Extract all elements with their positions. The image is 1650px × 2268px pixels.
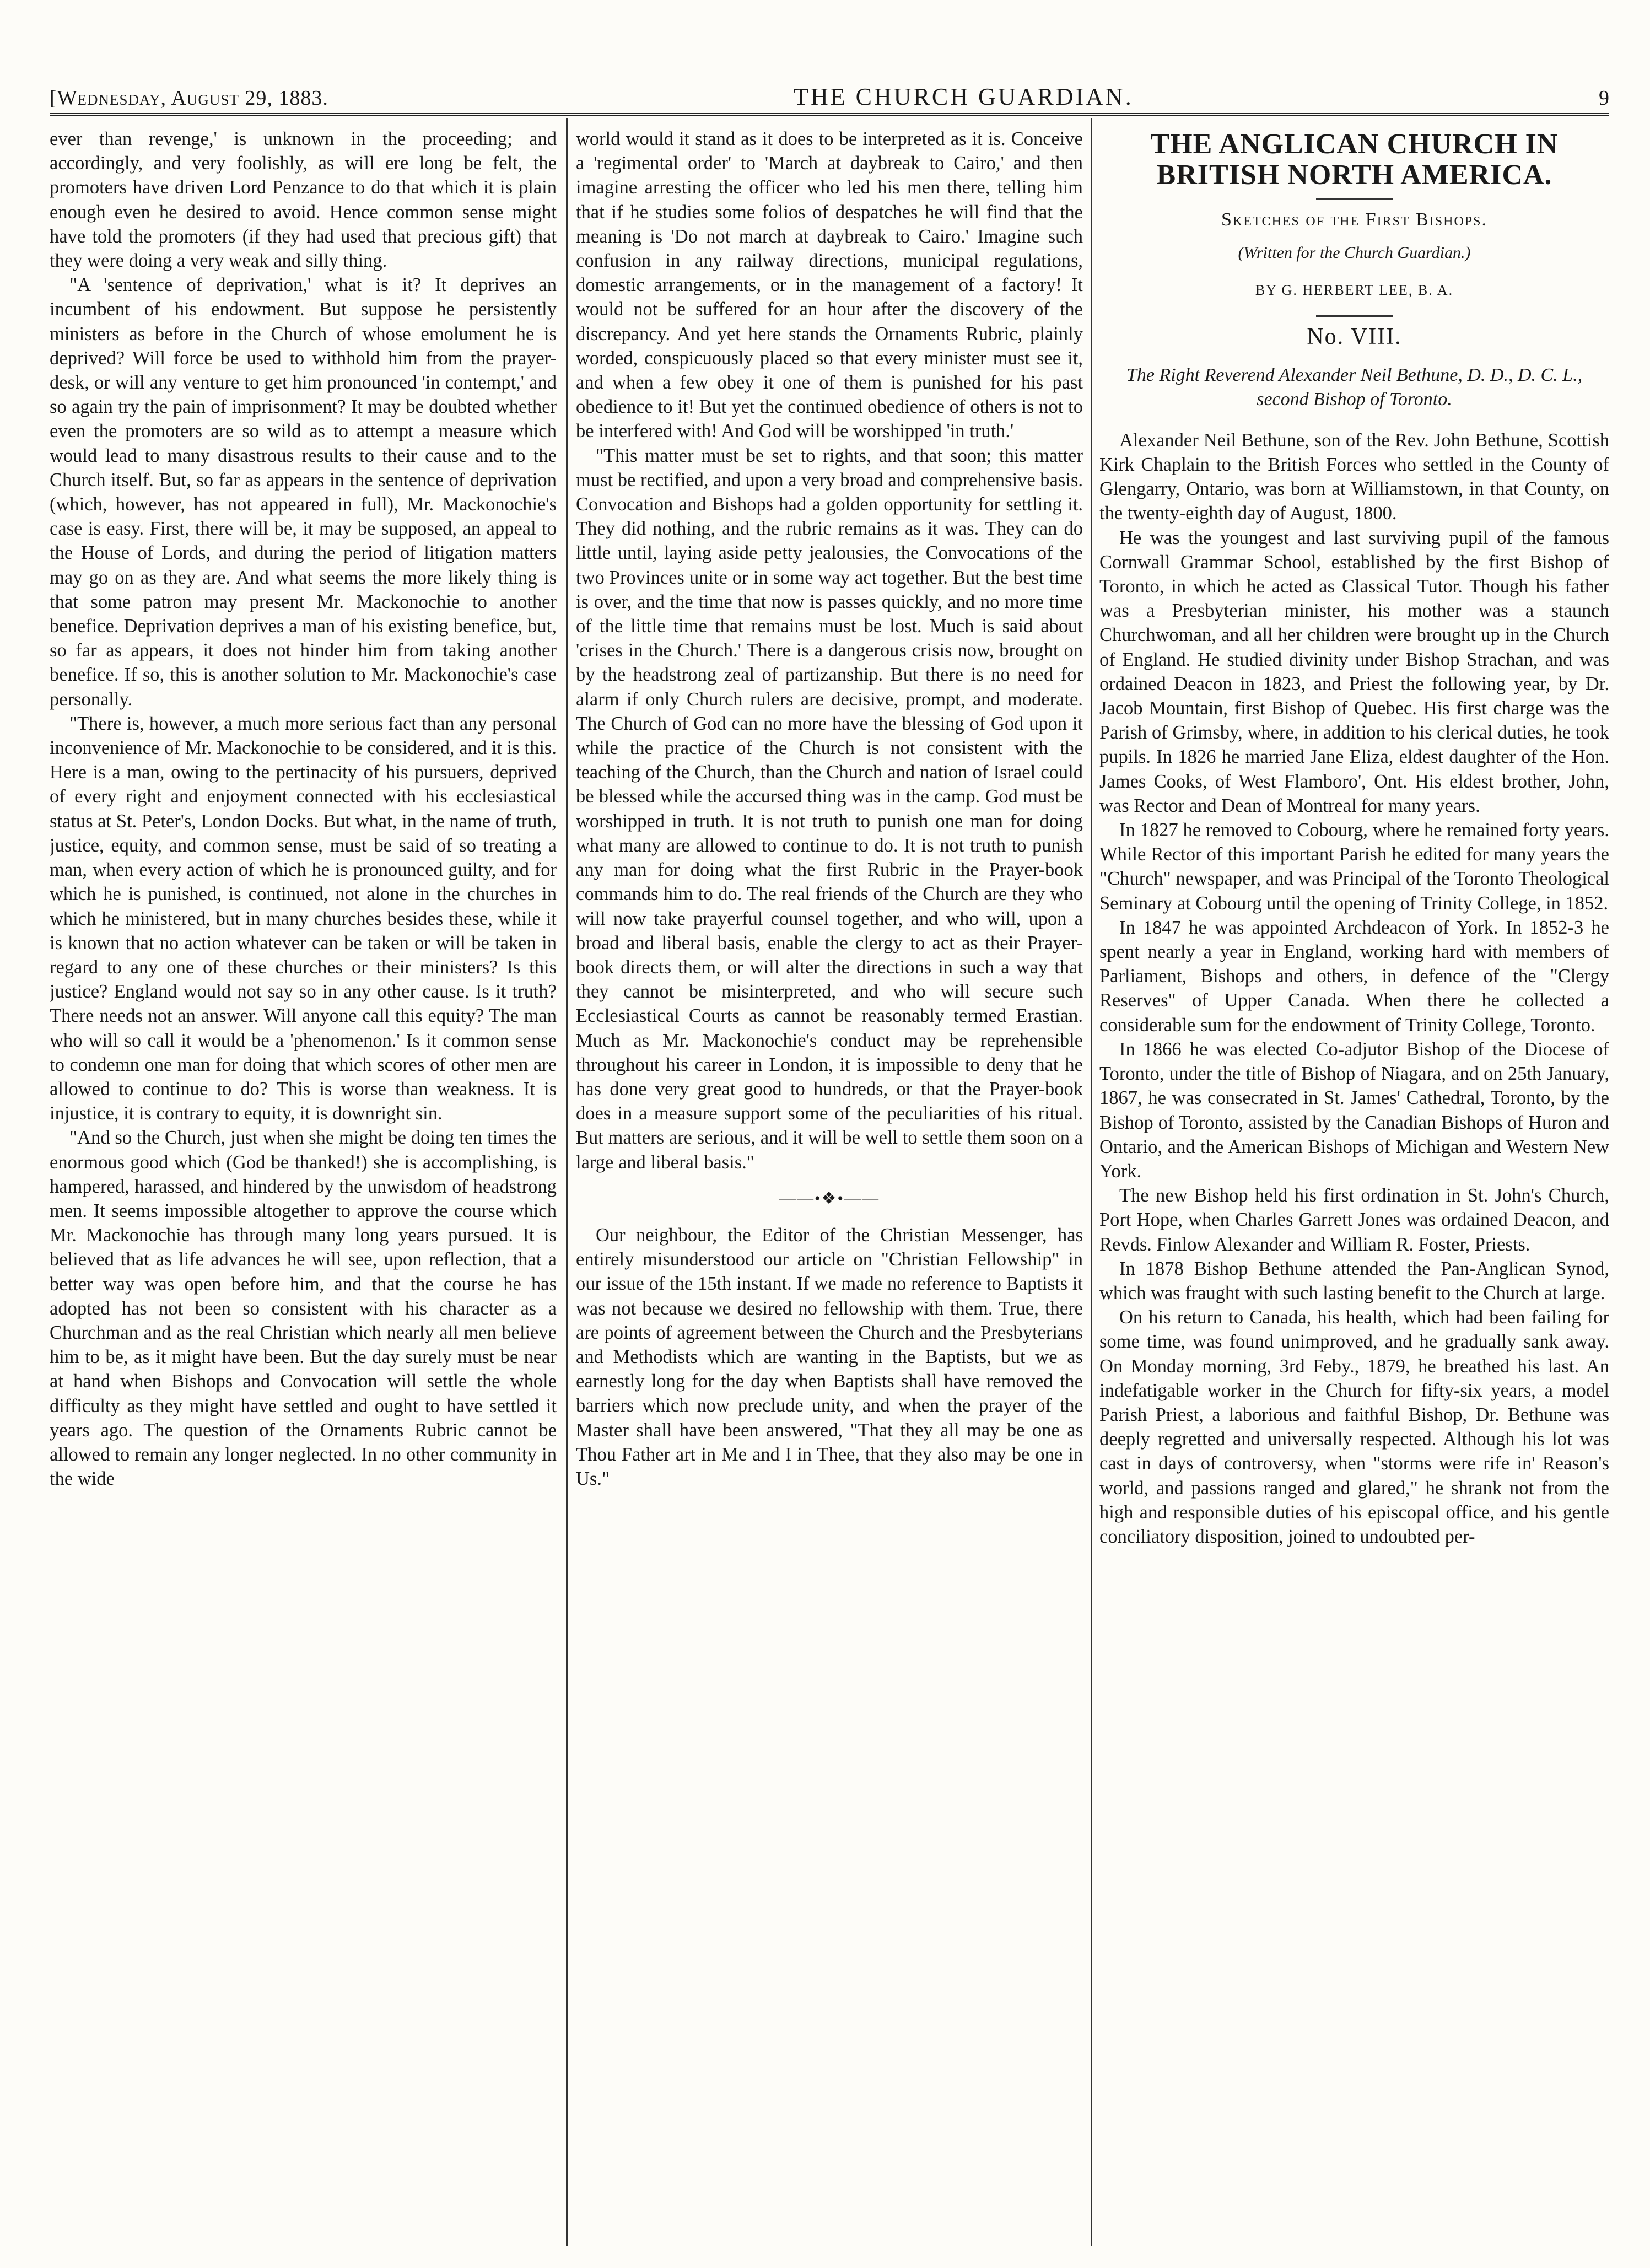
header-date: [Wednesday, August 29, 1883.: [50, 87, 328, 110]
article-number: No. VIII.: [1307, 324, 1402, 349]
article-paragraph: "And so the Church, just when she might be doing ten times the enormous good which (God be thanked!) she is accomplishing, is hampered, harassed, and hindered by the unwisdom of headstrong men. It seems impossible altogether to approve the course which Mr. Mackonochie has through many long years pursued. It is believed that as life advances he will see, upon reflection, that a better way was open before him, and that the course he has adopted has not been so consistent with his character as a Churchman and as the real Christian which nearly all men believe him to be, as it might have been. But the day surely must be near at hand when Bishops and Convocation will settle the whole difficulty as they might have settled and ought to have settled it years ago. The question of the Ornaments Rubric cannot be allowed to remain any longer neglected. In no other community in the wide: [50, 1127, 557, 1490]
section-subtitle: Sketches of the First Bishops.: [1221, 209, 1488, 230]
header-rule: [50, 113, 1609, 116]
article-paragraph: "This matter must be set to rights, and that soon; this matter must be rectified, and upon a very broad and comprehensive basis. Convocation and Bishops had a golden opportunity for settling it. They did nothing, and the rubric remains as it was. They can do little until, laying aside petty jealousies, the Convocations of the two Provinces unite or in some way act together. But the best time is over, and the time that now is passes quickly, and no more time of the little time that remains must be lost. Much is said about 'crises in the Church.' There is a dangerous crisis now, brought on by the headstrong zeal of partizanship. But there is no need for alarm if only Church rulers are decisive, prompt, and moderate. The Church of God can no more have the blessing of God upon it while the practice of the Church is not consistent with the teaching of the Church, than the Church and nation of Israel could be blessed while the accursed thing was in the camp. God must be worshipped in truth. It is not truth to punish one man for doing what many are allowed to continue to do. It is not truth to punish any man for doing what the first Rubric in the Prayer-book commands him to do. The real friends of the Church are they who will now take prayerful counsel together, and who will, upon a broad and liberal basis, enable the clergy to act as their Prayer-book directs them, or will alter the directions in such a way that they cannot be misinterpreted, and who will secure such Ecclesiastical Courts as cannot be reasonably termed Erastian. Much as Mr. Mackonochie's conduct may be reprehensible throughout his career in London, it is impossible to deny that he has done very great good to hundreds, or that the Prayer-book does in a measure support some of the peculiarities of his ritual. But matters are serious, and it will be well to settle them soon on a large and liberal basis.": [576, 445, 1083, 1173]
column-divider: [566, 118, 568, 2246]
section-title: THE ANGLICAN CHURCH IN BRITISH NORTH AMERICA.: [1150, 128, 1559, 191]
article-paragraph: He was the youngest and last surviving pupil of the famous Cornwall Grammar School, established by the first Bishop of Toronto, in which he acted as Classical Tutor. Though his father was a Presbyterian minister, his mother was a staunch Churchwoman, and all her children were brought up in the Church of England. He studied divinity under Bishop Strachan, and was ordained Deacon in 1823, and Priest the following year, by Dr. Jacob Mountain, first Bishop of Quebec. His first charge was the Parish of Grimsby, where, in addition to his clerical duties, he took pupils. In 1826 he married Jane Eliza, eldest daughter of the Hon. James Cooks, of West Flamboro', Ont. His eldest brother, John, was Rector and Dean of Montreal for many years.: [1099, 527, 1609, 816]
header-title: THE CHURCH GUARDIAN.: [794, 83, 1134, 110]
article-paragraph: In 1847 he was appointed Archdeacon of York. In 1852-3 he spent nearly a year in England, working hard with members of Parliament, Bishops and others, in defence of the "Clergy Reserves" of Upper Canada. When there he collected a considerable sum for the endowment of Trinity College, Toronto.: [1099, 917, 1609, 1036]
page-number: 9: [1598, 87, 1609, 110]
byline-rule: [1316, 315, 1393, 317]
column-3: [1099, 127, 1609, 2243]
ornament-divider: ——•❖•——: [779, 1189, 880, 1208]
article-paragraph: world would it stand as it does to be interpreted as it is. Conceive a 'regimental order' to 'March at daybreak to Cairo,' and then imagine arresting the officer who led his men there, telling him that if he studies some folios of despatches he will find that the meaning is 'Do not march at daybreak to Cairo.' Imagine such confusion in any railway directions, municipal regulations, domestic arrangements, or in the management of a factory! It would not be suffered for an hour after the discovery of the discrepancy. And yet here stands the Ornaments Rubric, plainly worded, conspicuously placed so that every minister must see it, and when a few obey it one of them is punished for his past obedience to it! But yet the continued obedience of others is not to be interfered with! And God will be worshipped 'in truth.': [576, 128, 1083, 442]
article-paragraph: "A 'sentence of deprivation,' what is it? It deprives an incumbent of his endowment. But suppose he persistently ministers as before in the Church of whose emolument he is deprived? Will force be used to withhold him from the prayer-desk, or will any venture to get him pronounced 'in contempt,' and so again try the pain of imprisonment? It may be doubted whether even the promoters are so wild as to attempt a measure which would lead to many disastrous results to their cause and to the Church itself. But, so far as appears in the sentence of deprivation (which, however, has not appeared in full), Mr. Mackonochie's case is easy. First, there will be, it may be supposed, an appeal to the House of Lords, and during the period of litigation matters may go on as they are. And what seems the more likely thing is that some patron may present Mr. Mackonochie to another benefice. Deprivation deprives a man of his existing benefice, but, so far as appears, it does not hinder him from taking another benefice. If so, this is another solution to Mr. Mackonochie's case personally.: [50, 274, 557, 710]
article-paragraph: "There is, however, a much more serious fact than any personal inconvenience of Mr. Mackonochie to be considered, and it is this. Here is a man, owing to the pertinacity of his pursuers, deprived of every right and enjoyment connected with his ecclesiastical status at St. Peter's, London Docks. But what, in the name of truth, justice, equity, and common sense, must be said of so treating a man, when every action of which he is pronounced guilty, and for which he is punished, is continued, not alone in the churches in which he ministered, but in many churches besides these, while it is known that no action whatever can be taken or will be taken in regard to any one of these churches or their ministers? Is this justice? England would not say so in any other cause. Is it truth? There needs not an answer. Will anyone call this equity? The man who will so call it would be a 'phenomenon.' Is it common sense to condemn one man for doing that which scores of other men are allowed to continue to do? This is worse than weakness. It is injustice, it is contrary to equity, it is downright sin.: [50, 713, 557, 1124]
column-2: [576, 127, 1083, 2243]
article-paragraph: Our neighbour, the Editor of the Christian Messenger, has entirely misunderstood our article on "Christian Fellowship" in our issue of the 15th instant. If we made no reference to Baptists it was not because we desired no fellowship with them. True, there are points of agreement between the Church and the Presbyterians and Methodists which are wanting in the Baptists, but we as earnestly long for the day when Baptists shall have removed the barriers which now preclude unity, and when the prayer of the Master shall have been answered, "That they all may be one as Thou Father art in Me and I in Thee, that they also may be one in Us.": [576, 1224, 1083, 1489]
page-header: [50, 83, 1609, 111]
article-paragraph: ever than revenge,' is unknown in the proceeding; and accordingly, and very foolishly, as will ere long be felt, the promoters have driven Lord Penzance to do that which it is plain enough even he desired to avoid. Hence common sense might have told the promoters (if they had used that precious gift) that they were doing a very weak and silly thing.: [50, 128, 557, 272]
column-divider: [1091, 118, 1092, 2246]
article-heading: The Right Reverend Alexander Neil Bethune, D. D., D. C. L., second Bishop of Toronto.: [1126, 364, 1583, 410]
column-1: [50, 127, 557, 2243]
article-paragraph: In 1866 he was elected Co-adjutor Bishop of the Diocese of Toronto, under the title of Bishop of Niagara, and on 25th January, 1867, he was consecrated in St. James' Cathedral, Toronto, by the Bishop of Toronto, assisted by the Canadian Bishops of Huron and Ontario, and the American Bishops of Michigan and Western New York.: [1099, 1038, 1609, 1182]
written-for-note: (Written for the Church Guardian.): [1238, 244, 1471, 262]
article-paragraph: In 1827 he removed to Cobourg, where he remained forty years. While Rector of this important Parish he edited for many years the "Church" newspaper, and was Principal of the Toronto Theological Seminary at Cobourg until the opening of Trinity College, in 1852.: [1099, 820, 1609, 914]
article-paragraph: Alexander Neil Bethune, son of the Rev. John Bethune, Scottish Kirk Chaplain to the British Forces who settled in the County of Glengarry, Ontario, was born at Williamstown, in that County, on the twenty-eighth day of August, 1800.: [1099, 429, 1609, 524]
byline: BY G. HERBERT LEE, B. A.: [1255, 282, 1454, 299]
article-paragraph: The new Bishop held his first ordination in St. John's Church, Port Hope, when Charles Garrett Jones was ordained Deacon, and Revds. Finlow Alexander and William R. Foster, Priests.: [1099, 1185, 1609, 1255]
title-rule: [1316, 198, 1393, 200]
article-paragraph: In 1878 Bishop Bethune attended the Pan-Anglican Synod, which was fraught with such lasting benefit to the Church at large.: [1099, 1258, 1609, 1303]
article-paragraph: On his return to Canada, his health, which had been failing for some time, was found unimproved, and he gradually sank away. On Monday morning, 3rd Feby., 1879, he breathed his last. An indefatigable worker in the Church for fifty-six years, a model Parish Priest, a laborious and faithful Bishop, Dr. Bethune was deeply regretted and universally respected. Although his lot was cast in days of controversy, when "storms were rife in' Reason's world, and passions ranged and glared," he shrank not from the high and responsible duties of his episcopal office, and his gentle conciliatory disposition, joined to undoubted per-: [1099, 1307, 1609, 1547]
